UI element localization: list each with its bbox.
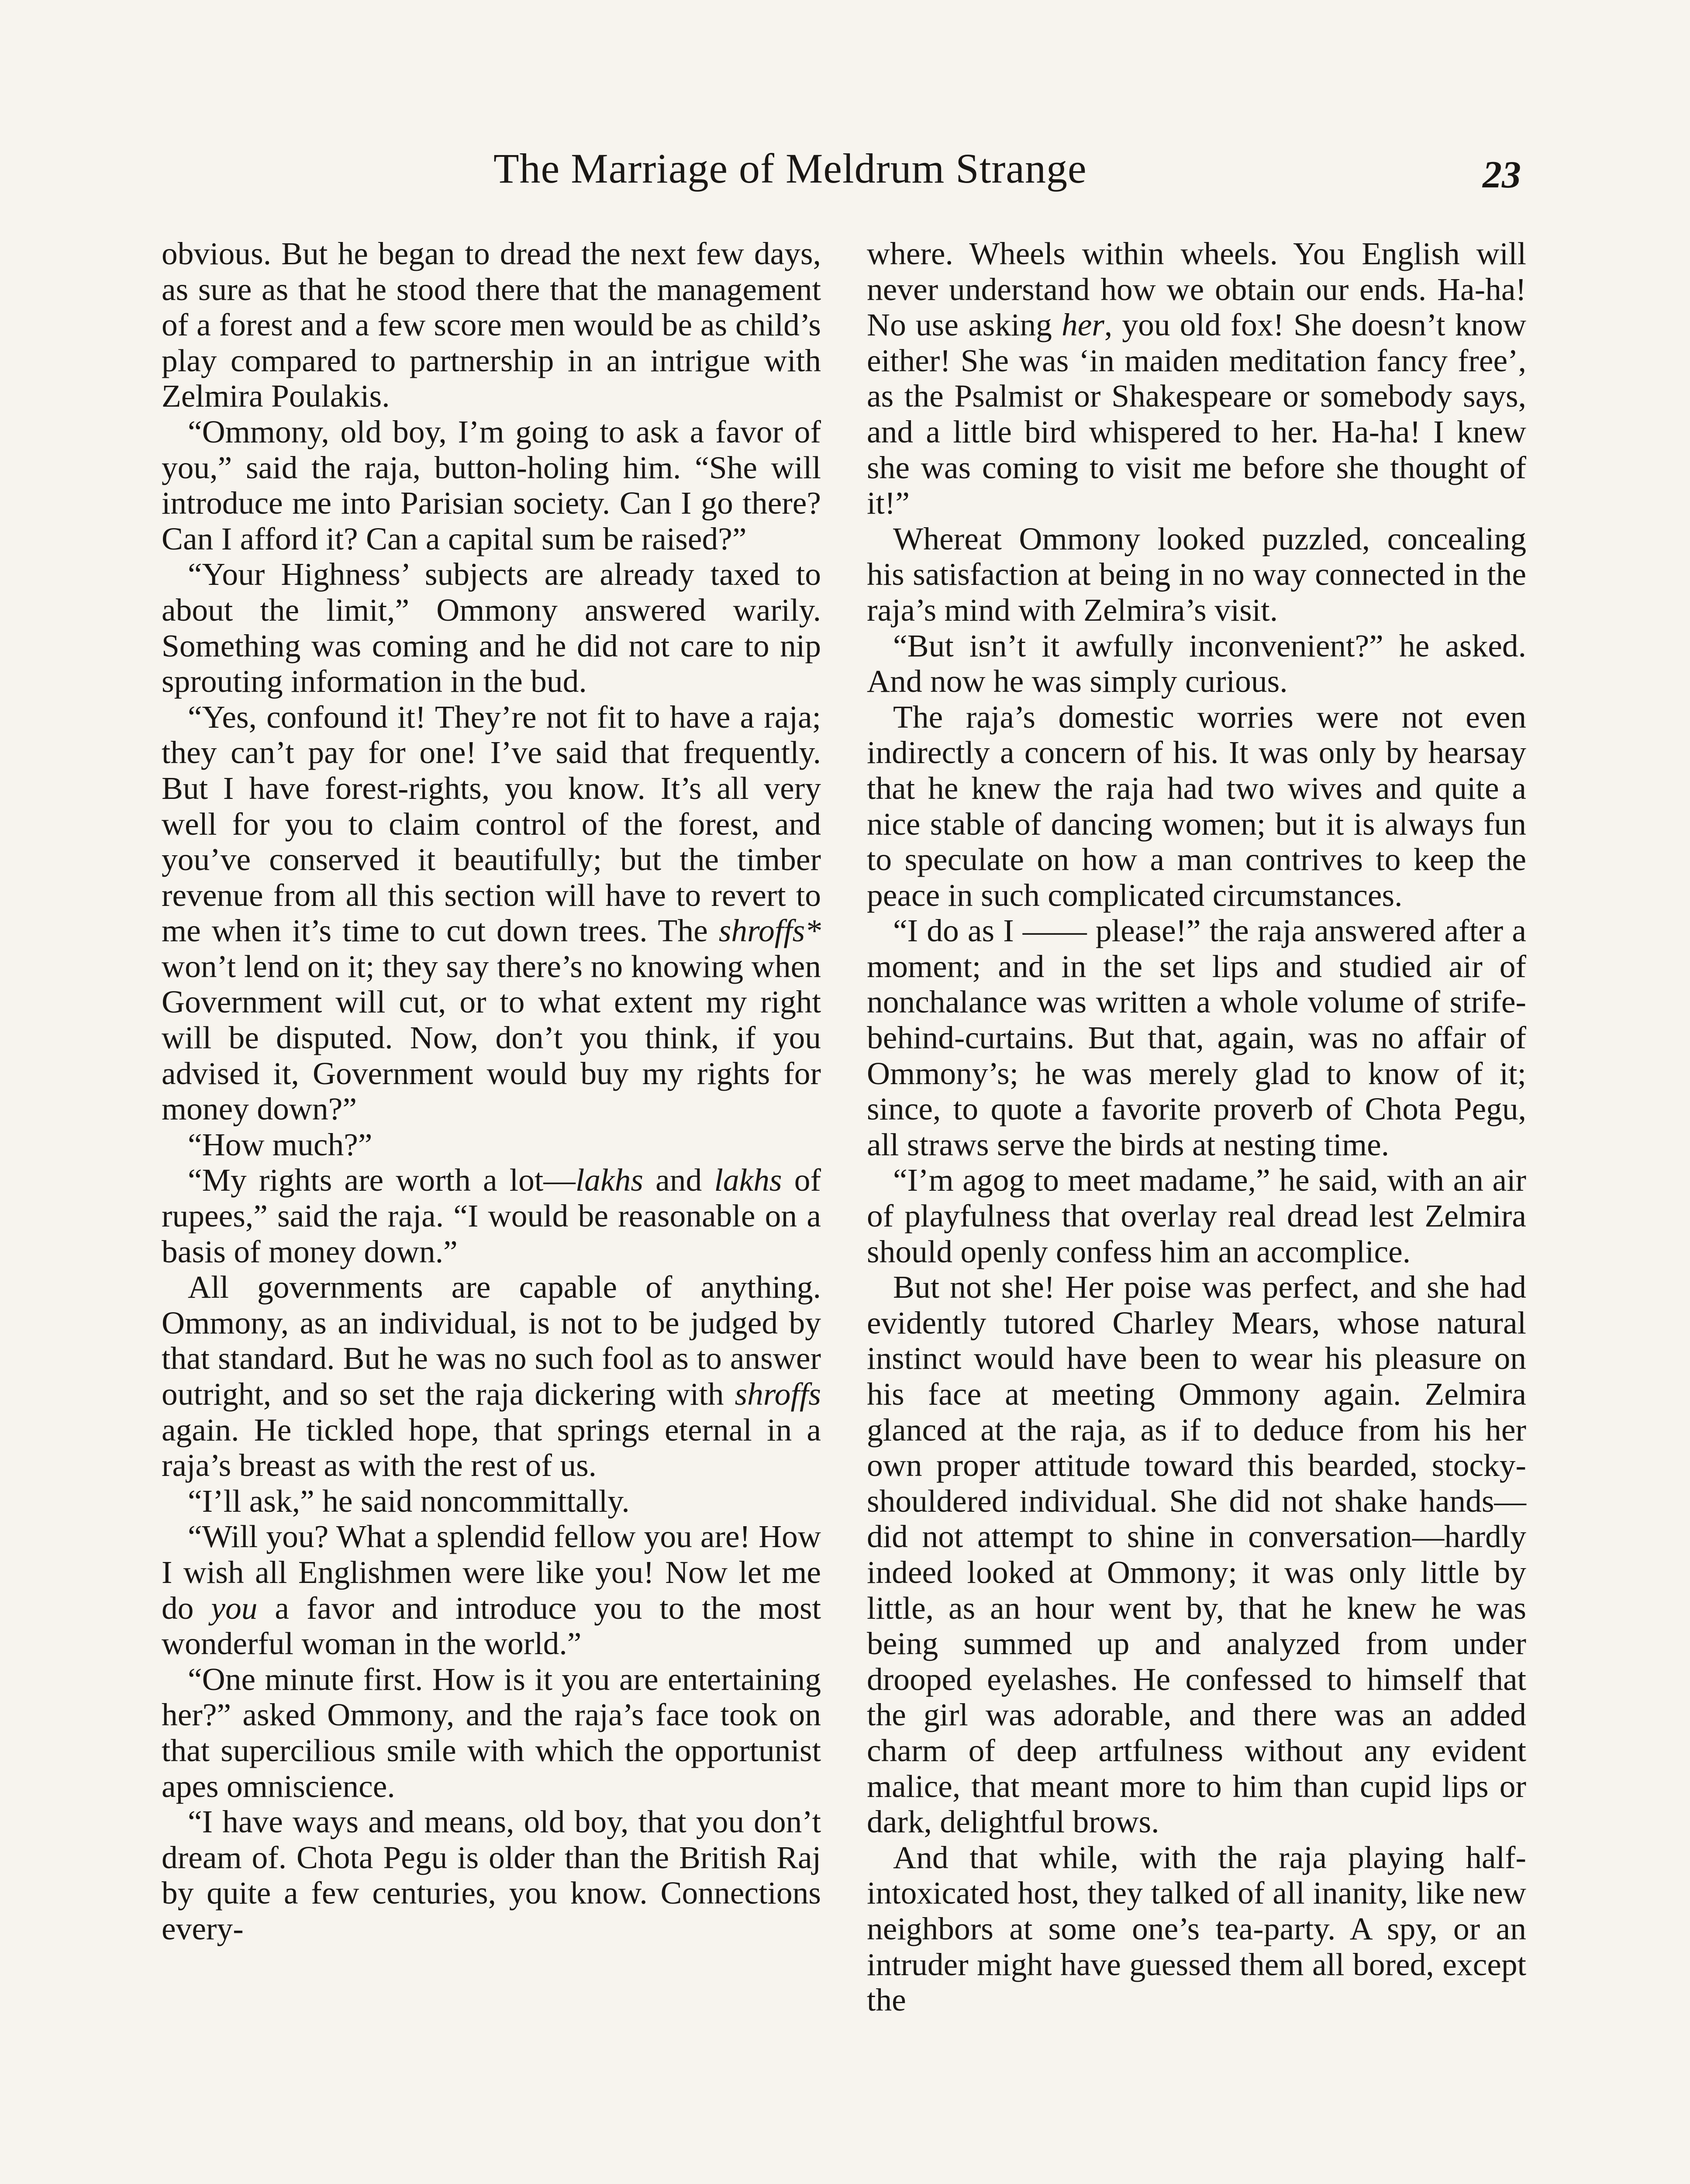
left-paragraph-10: “One minute first. How is it you are entertaining her?” asked Ommony, and the raja’s face took on that supercilious smile with which the opportunist apes omniscience.	[162, 1661, 821, 1804]
text-run: a favor and introduce you to the most wonderful woman in the world.”	[162, 1590, 821, 1662]
text-run: All governments are capable of anything. Ommony, as an individual, is not to be judged by that standard. But he was no such fool as to answer outright, and so set the raja dickering with	[162, 1269, 821, 1412]
italic-word-shroffs: shroffs	[735, 1376, 821, 1412]
left-column	[162, 236, 821, 1947]
italic-word-her: her	[1061, 307, 1104, 343]
text-run: where. Wheels within wheels. You English will never understand how we obtain our ends. Ha-ha! No use asking	[867, 236, 1526, 343]
right-paragraph-7: But not she! Her poise was perfect, and she had evidently tutored Charley Mears, whose natural instinct would have been to wear his pleasure on his face at meeting Ommony again. Zelmira glanced at the raja, as if to deduce from his her own proper attitude toward this bearded, stocky-shouldered individual. She did not shake hands—did not attempt to shine in conversation—hardly indeed looked at Ommony; it was only little by little, as an hour went by, that he knew he was being summed up and analyzed from under drooped eyelashes. He confessed to himself that the girl was adorable, and there was an added charm of deep artfulness without any evident malice, that meant more to him than cupid lips or dark, delightful brows.	[867, 1269, 1526, 1840]
italic-word-shroffs: shroffs*	[718, 913, 821, 949]
italic-word-you: you	[211, 1590, 258, 1626]
left-paragraph-11: “I have ways and means, old boy, that you don’t dream of. Chota Pegu is older than the British Raj by quite a few centuries, you know. Connections every-	[162, 1804, 821, 1946]
text-run: “Yes, confound it! They’re not fit to have a raja; they can’t pay for one! I’ve said that frequently. But I have forest-rights, you know. It’s all very well for you to claim control of the forest, and you’ve conserved it beautifully; but the timber revenue from all this section will have to revert to me when it’s time to cut down trees. The	[162, 699, 821, 949]
text-run: and	[643, 1162, 714, 1198]
left-paragraph-9	[162, 1519, 821, 1661]
text-run: again. He tickled hope, that springs eternal in a raja’s breast as with the rest of us.	[162, 1412, 821, 1483]
left-paragraph-2: “Ommony, old boy, I’m going to ask a favor of you,” said the raja, button-holing him. “She will introduce me into Parisian society. Can I go there? Can I afford it? Can a capital sum be raised?”	[162, 414, 821, 556]
left-paragraph-7	[162, 1269, 821, 1483]
left-paragraph-3: “Your Highness’ subjects are already taxed to about the limit,” Ommony answered warily. Something was coming and he did not care to nip sprouting information in the bud.	[162, 556, 821, 699]
page-number: 23	[1483, 154, 1521, 196]
text-run: “Will you? What a splendid fellow you are! How I wish all Englishmen were like you! Now let me do	[162, 1519, 821, 1626]
text-run: won’t lend on it; they say there’s no knowing when Government will cut, or to what extent my right will be disputed. Now, don’t you think, if you advised it, Government would buy my rights for money down?”	[162, 948, 821, 1127]
right-column	[867, 236, 1526, 2018]
text-run: , you old fox! She doesn’t know either! She was ‘in maiden meditation fancy free’, as the Psalmist or Shakespeare or somebody says, and a little bird whispered to her. Ha-ha! I knew she was coming to visit me before she thought of it!”	[867, 307, 1527, 521]
left-paragraph-5: “How much?”	[188, 1127, 372, 1162]
running-head-title: The Marriage of Meldrum Strange	[493, 145, 1087, 192]
right-paragraph-1	[867, 236, 1526, 521]
right-paragraph-5: “I do as I —— please!” the raja answered after a moment; and in the set lips and studied air of nonchalance was written a whole volume of strife-behind-curtains. But that, again, was no affair of Ommony’s; he was merely glad to know of it; since, to quote a favorite proverb of Chota Pegu, all straws serve the birds at nesting time.	[867, 913, 1526, 1162]
italic-word-lakhs: lakhs	[714, 1162, 782, 1198]
text-run: “My rights are worth a lot—	[188, 1162, 576, 1198]
right-paragraph-3: “But isn’t it awfully inconvenient?” he asked. And now he was simply curious.	[867, 628, 1526, 699]
text-run: of rupees,” said the raja. “I would be reasonable on a basis of money down.”	[162, 1162, 821, 1269]
left-paragraph-4	[162, 699, 821, 1127]
right-paragraph-6: “I’m agog to meet madame,” he said, with an air of playfulness that overlay real dread lest Zelmira should openly confess him an accomplice.	[867, 1162, 1526, 1269]
left-paragraph-6	[162, 1162, 821, 1269]
right-paragraph-8: And that while, with the raja playing half-intoxicated host, they talked of all inanity, like new neighbors at some one’s tea-party. A spy, or an intruder might have guessed them all bored, except the	[867, 1839, 1526, 2018]
italic-word-lakhs: lakhs	[575, 1162, 644, 1198]
left-paragraph-8: “I’ll ask,” he said noncommittally.	[188, 1483, 630, 1519]
right-paragraph-4: The raja’s domestic worries were not even indirectly a concern of his. It was only by hearsay that he knew the raja had two wives and quite a nice stable of dancing women; but it is always fun to speculate on how a man contrives to keep the peace in such complicated circumstances.	[867, 699, 1526, 913]
left-paragraph-1: obvious. But he began to dread the next few days, as sure as that he stood there that the management of a forest and a few score men would be as child’s play compared to partnership in an intrigue with Zelmira Poulakis.	[162, 236, 821, 414]
right-paragraph-2: Whereat Ommony looked puzzled, concealing his satisfaction at being in no way connected in the raja’s mind with Zelmira’s visit.	[867, 521, 1526, 628]
